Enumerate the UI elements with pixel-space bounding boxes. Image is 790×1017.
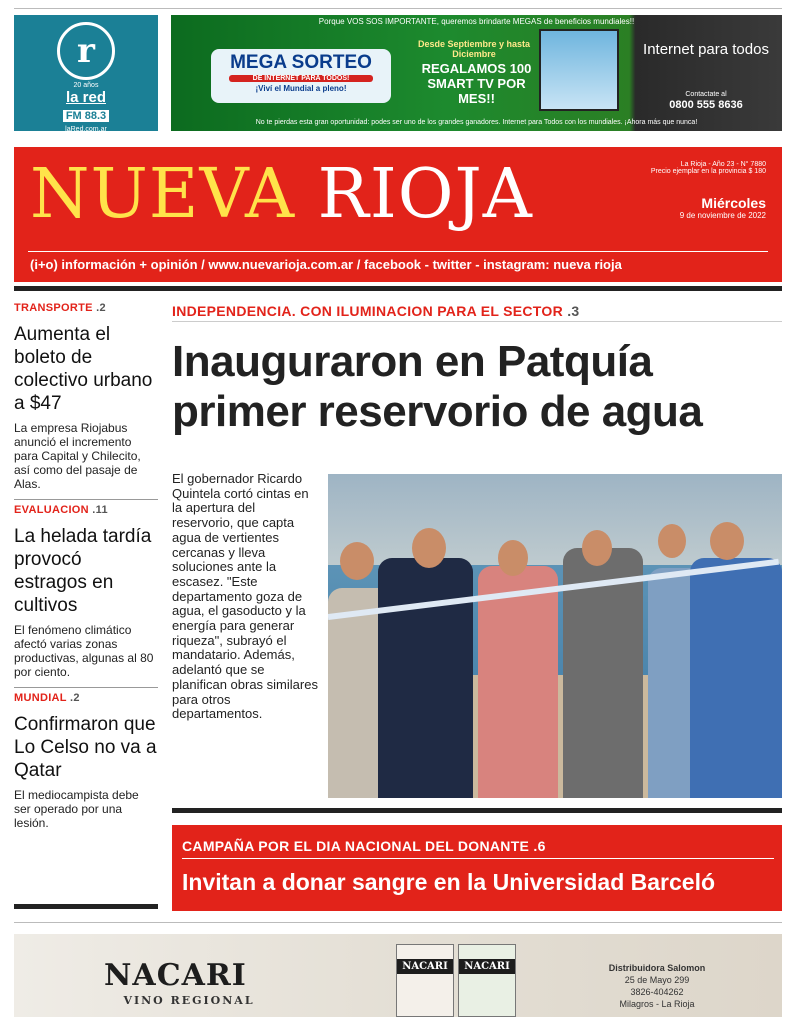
distributor-phone: 3826-404262 [630,987,684,997]
wine-ad[interactable] [14,934,782,1017]
main-story-photo[interactable] [328,474,782,798]
left-column [14,298,158,838]
banner-top-text: Porque VOS SOS IMPORTANTE, queremos brindarte MEGAS de beneficios mundiales!! [318,17,635,26]
main-kicker [172,303,580,319]
story-kicker [14,302,158,314]
photo-person [378,558,473,798]
wine-box-label: NACARI [397,959,453,974]
radio-logo-icon: r [57,22,115,80]
main-headline[interactable]: Inauguraron en Patquía primer reservorio de agua [172,337,703,436]
title-word-2: RIOJA [317,155,533,234]
kicker-label: MUNDIAL [14,692,67,704]
masthead-strapline: (i+o) información + opinión / www.nuevarioja.com.ar / facebook - twitter - instagram: nueva rioja [30,257,622,272]
photo-head [710,522,744,560]
internet-brand: Internet para todos [643,41,769,58]
main-kicker-rule [172,321,782,322]
wine-box-image [458,944,516,1017]
story-headline[interactable]: La helada tardía provocó estragos en cultivos [14,526,152,616]
photo-person [690,558,782,798]
story-kicker [14,504,158,516]
radio-ad[interactable] [14,15,158,131]
distributor-name: Distribuidora Salomon [608,963,706,973]
ad-separator-rule [14,922,782,923]
secondary-kicker-label: CAMPAÑA POR EL DIA NACIONAL DEL DONANTE [182,838,530,854]
mega-sorteo-badge [211,49,391,103]
masthead-rule [28,251,768,252]
promo-prize: REGALAMOS 100 SMART TV POR MES!! [421,61,532,106]
secondary-rule [182,858,774,859]
main-bottom-rule [172,808,782,813]
kicker-page: .2 [96,302,106,314]
left-story[interactable] [14,499,158,679]
story-headline[interactable]: Confirmaron que Lo Celso no va a Qatar [14,714,157,781]
left-column-bottom-rule [14,904,158,909]
photo-head [582,530,612,566]
left-story[interactable] [14,298,158,491]
story-headline[interactable]: Aumenta el boleto de colectivo urbano a $47 [14,324,153,414]
newspaper-title [30,155,533,234]
story-body: La empresa Riojabus anunció el incremento para Capital y Chilecito, así como del pasaje de Alas. [14,421,141,491]
edition-day: Miércoles [701,195,766,211]
photo-head [340,542,374,580]
contact-label: Contactate al [685,91,727,98]
masthead-bottom-rule [14,286,782,291]
wine-tagline: VINO REGIONAL [123,994,255,1007]
edition-meta [651,161,766,220]
secondary-kicker-page: .6 [533,838,546,854]
kicker-label: TRANSPORTE [14,302,93,314]
left-story[interactable] [14,687,158,830]
distributor-address: 25 de Mayo 299 [624,975,690,985]
edition-date: 9 de noviembre de 2022 [679,211,766,220]
secondary-kicker [182,838,546,854]
photo-head [658,524,686,558]
radio-name: la red [65,89,107,106]
masthead [14,147,782,282]
secondary-story[interactable] [172,825,782,911]
mega-title: MEGA SORTEO [230,52,372,73]
main-story-body: El gobernador Ricardo Quintela cortó cintas en la apertura del reservorio, que capta agua de vertientes cercanas y lleva soluciones ante la escasez. "Este departamento goza de agua, el gasoducto y la energía para generar riqueza", subrayó el mandatario. Además, adelantó que se planifican obras similares para otros departamentos. [172,471,318,722]
title-word-1: NUEVA [30,155,296,234]
secondary-headline[interactable]: Invitan a donar sangre en la Universidad Barceló [182,869,716,895]
radio-years: 20 años [73,82,99,89]
radio-site: laRed.com.ar [65,126,107,133]
mega-slogan: ¡Viví el Mundial a pleno! [255,84,347,93]
edition-number: La Rioja - Año 23 - N° 7880 [680,161,766,168]
wine-box-label: NACARI [459,959,515,974]
kicker-label: EVALUACION [14,504,89,516]
story-kicker [14,692,158,704]
distributor-info [582,962,732,1010]
wine-box-image [396,944,454,1017]
radio-frequency: FM 88.3 [63,110,109,122]
distributor-location: Milagros - La Rioja [619,999,695,1009]
kicker-page: .11 [92,504,108,516]
photo-head [412,528,446,568]
wine-brand: NACARI [104,958,247,993]
story-body: El fenómeno climático afectó varias zonas productivas, algunas al 80 por ciento. [14,623,154,679]
top-rule [14,8,782,9]
banner-bottom-text: No te pierdas esta gran oportunidad: podes ser uno de los grandes ganadores. Internet para Todos con los mundiales. ¡Ahora más que nunca! [255,119,698,126]
promo-period: Desde Septiembre y hasta Diciembre [417,39,531,59]
story-body: El mediocampista debe ser operado por una lesión. [14,788,139,830]
edition-price: Precio ejemplar en la provincia $ 180 [650,168,766,175]
main-kicker-page: .3 [567,303,580,319]
contact-phone: 0800 555 8636 [669,99,743,111]
photo-person [478,566,558,798]
mega-subtitle: DE INTERNET PARA TODOS! [229,75,373,82]
main-kicker-label: INDEPENDENCIA. CON ILUMINACION PARA EL SECTOR [172,303,564,319]
tv-players-image [539,29,619,111]
kicker-page: .2 [69,692,80,704]
internet-promo-banner[interactable] [171,15,782,131]
photo-head [498,540,528,576]
